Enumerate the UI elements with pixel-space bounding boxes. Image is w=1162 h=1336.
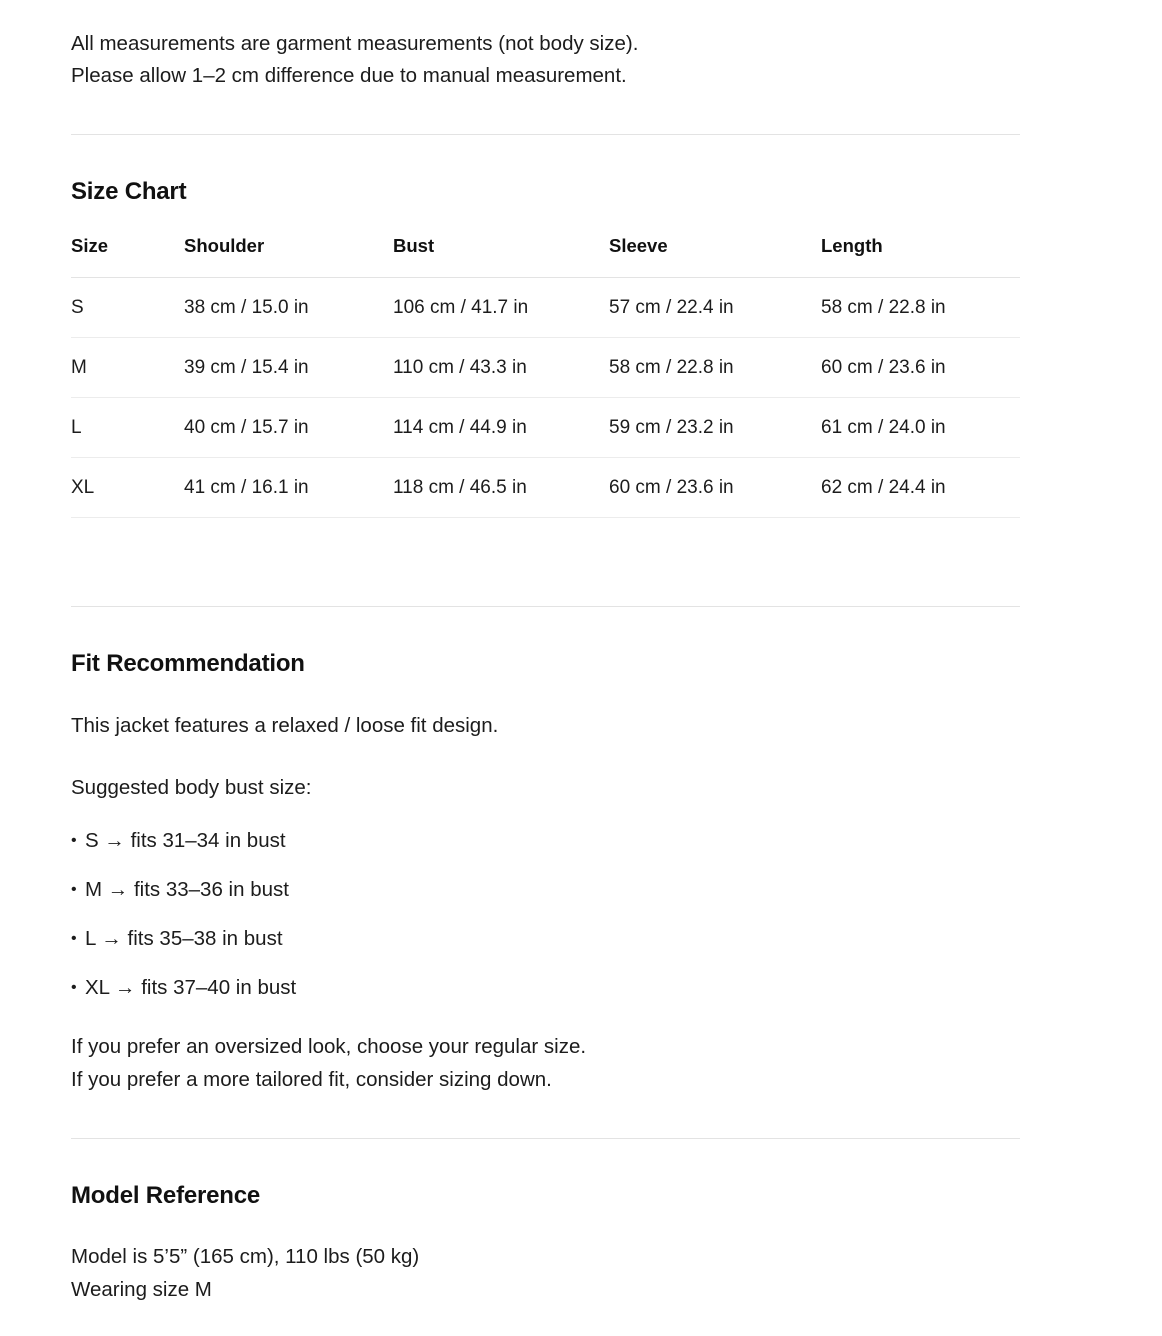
cell-shoulder: 38 cm / 15.0 in [184,278,393,338]
cell-length: 58 cm / 22.8 in [821,278,1020,338]
cell-shoulder: 39 cm / 15.4 in [184,338,393,398]
cell-size: S [71,278,184,338]
suggested-bust-label: Suggested body bust size: [71,776,312,799]
cell-size: M [71,338,184,398]
table-header-row [71,235,1020,278]
section-divider-3 [71,1138,1020,1139]
column-header-length: Length [821,235,1020,278]
column-header-size: Size [71,235,184,278]
cell-length: 60 cm / 23.6 in [821,338,1020,398]
list-item: • S → fits 31–34 in bust [71,826,1022,856]
table-row [71,458,1020,518]
size-chart-table [71,235,1020,518]
cell-length: 62 cm / 24.4 in [821,458,1020,518]
measurement-disclaimer [71,28,1022,92]
table-row [71,338,1020,398]
cell-sleeve: 58 cm / 22.8 in [609,338,821,398]
table-row [71,398,1020,458]
size-chart-heading: Size Chart [71,178,187,205]
model-reference-details [71,1240,1022,1306]
model-reference-heading: Model Reference [71,1182,261,1209]
cell-bust: 114 cm / 44.9 in [393,398,609,458]
list-item: • L → fits 35–38 in bust [71,924,1022,954]
fit-note-line-1: If you prefer an oversized look, choose your regular size. [71,1035,587,1058]
table-row [71,278,1020,338]
list-item: • XL → fits 37–40 in bust [71,973,1022,1003]
fit-intro-text: This jacket features a relaxed / loose fit design. [71,714,499,737]
cell-sleeve: 59 cm / 23.2 in [609,398,821,458]
disclaimer-line-2: Please allow 1–2 cm difference due to manual measurement. [71,64,627,87]
cell-size: XL [71,458,184,518]
model-wearing-size: Wearing size M [71,1278,212,1301]
fit-note-line-2: If you prefer a more tailored fit, consider sizing down. [71,1068,552,1091]
column-header-bust: Bust [393,235,609,278]
fit-note [71,1030,1022,1096]
column-header-sleeve: Sleeve [609,235,821,278]
list-item: • M → fits 33–36 in bust [71,875,1022,905]
model-measurements: Model is 5’5” (165 cm), 110 lbs (50 kg) [71,1245,420,1268]
cell-bust: 110 cm / 43.3 in [393,338,609,398]
fit-recommendation-heading: Fit Recommendation [71,650,305,677]
disclaimer-line-1: All measurements are garment measurements (not body size). [71,32,639,55]
cell-bust: 118 cm / 46.5 in [393,458,609,518]
cell-length: 61 cm / 24.0 in [821,398,1020,458]
cell-shoulder: 40 cm / 15.7 in [184,398,393,458]
cell-size: L [71,398,184,458]
fit-size-list [71,826,1022,1003]
spacer [71,518,1022,564]
cell-shoulder: 41 cm / 16.1 in [184,458,393,518]
section-divider-1 [71,134,1020,135]
cell-sleeve: 57 cm / 22.4 in [609,278,821,338]
column-header-shoulder: Shoulder [184,235,393,278]
cell-sleeve: 60 cm / 23.6 in [609,458,821,518]
section-divider-2 [71,606,1020,607]
cell-bust: 106 cm / 41.7 in [393,278,609,338]
